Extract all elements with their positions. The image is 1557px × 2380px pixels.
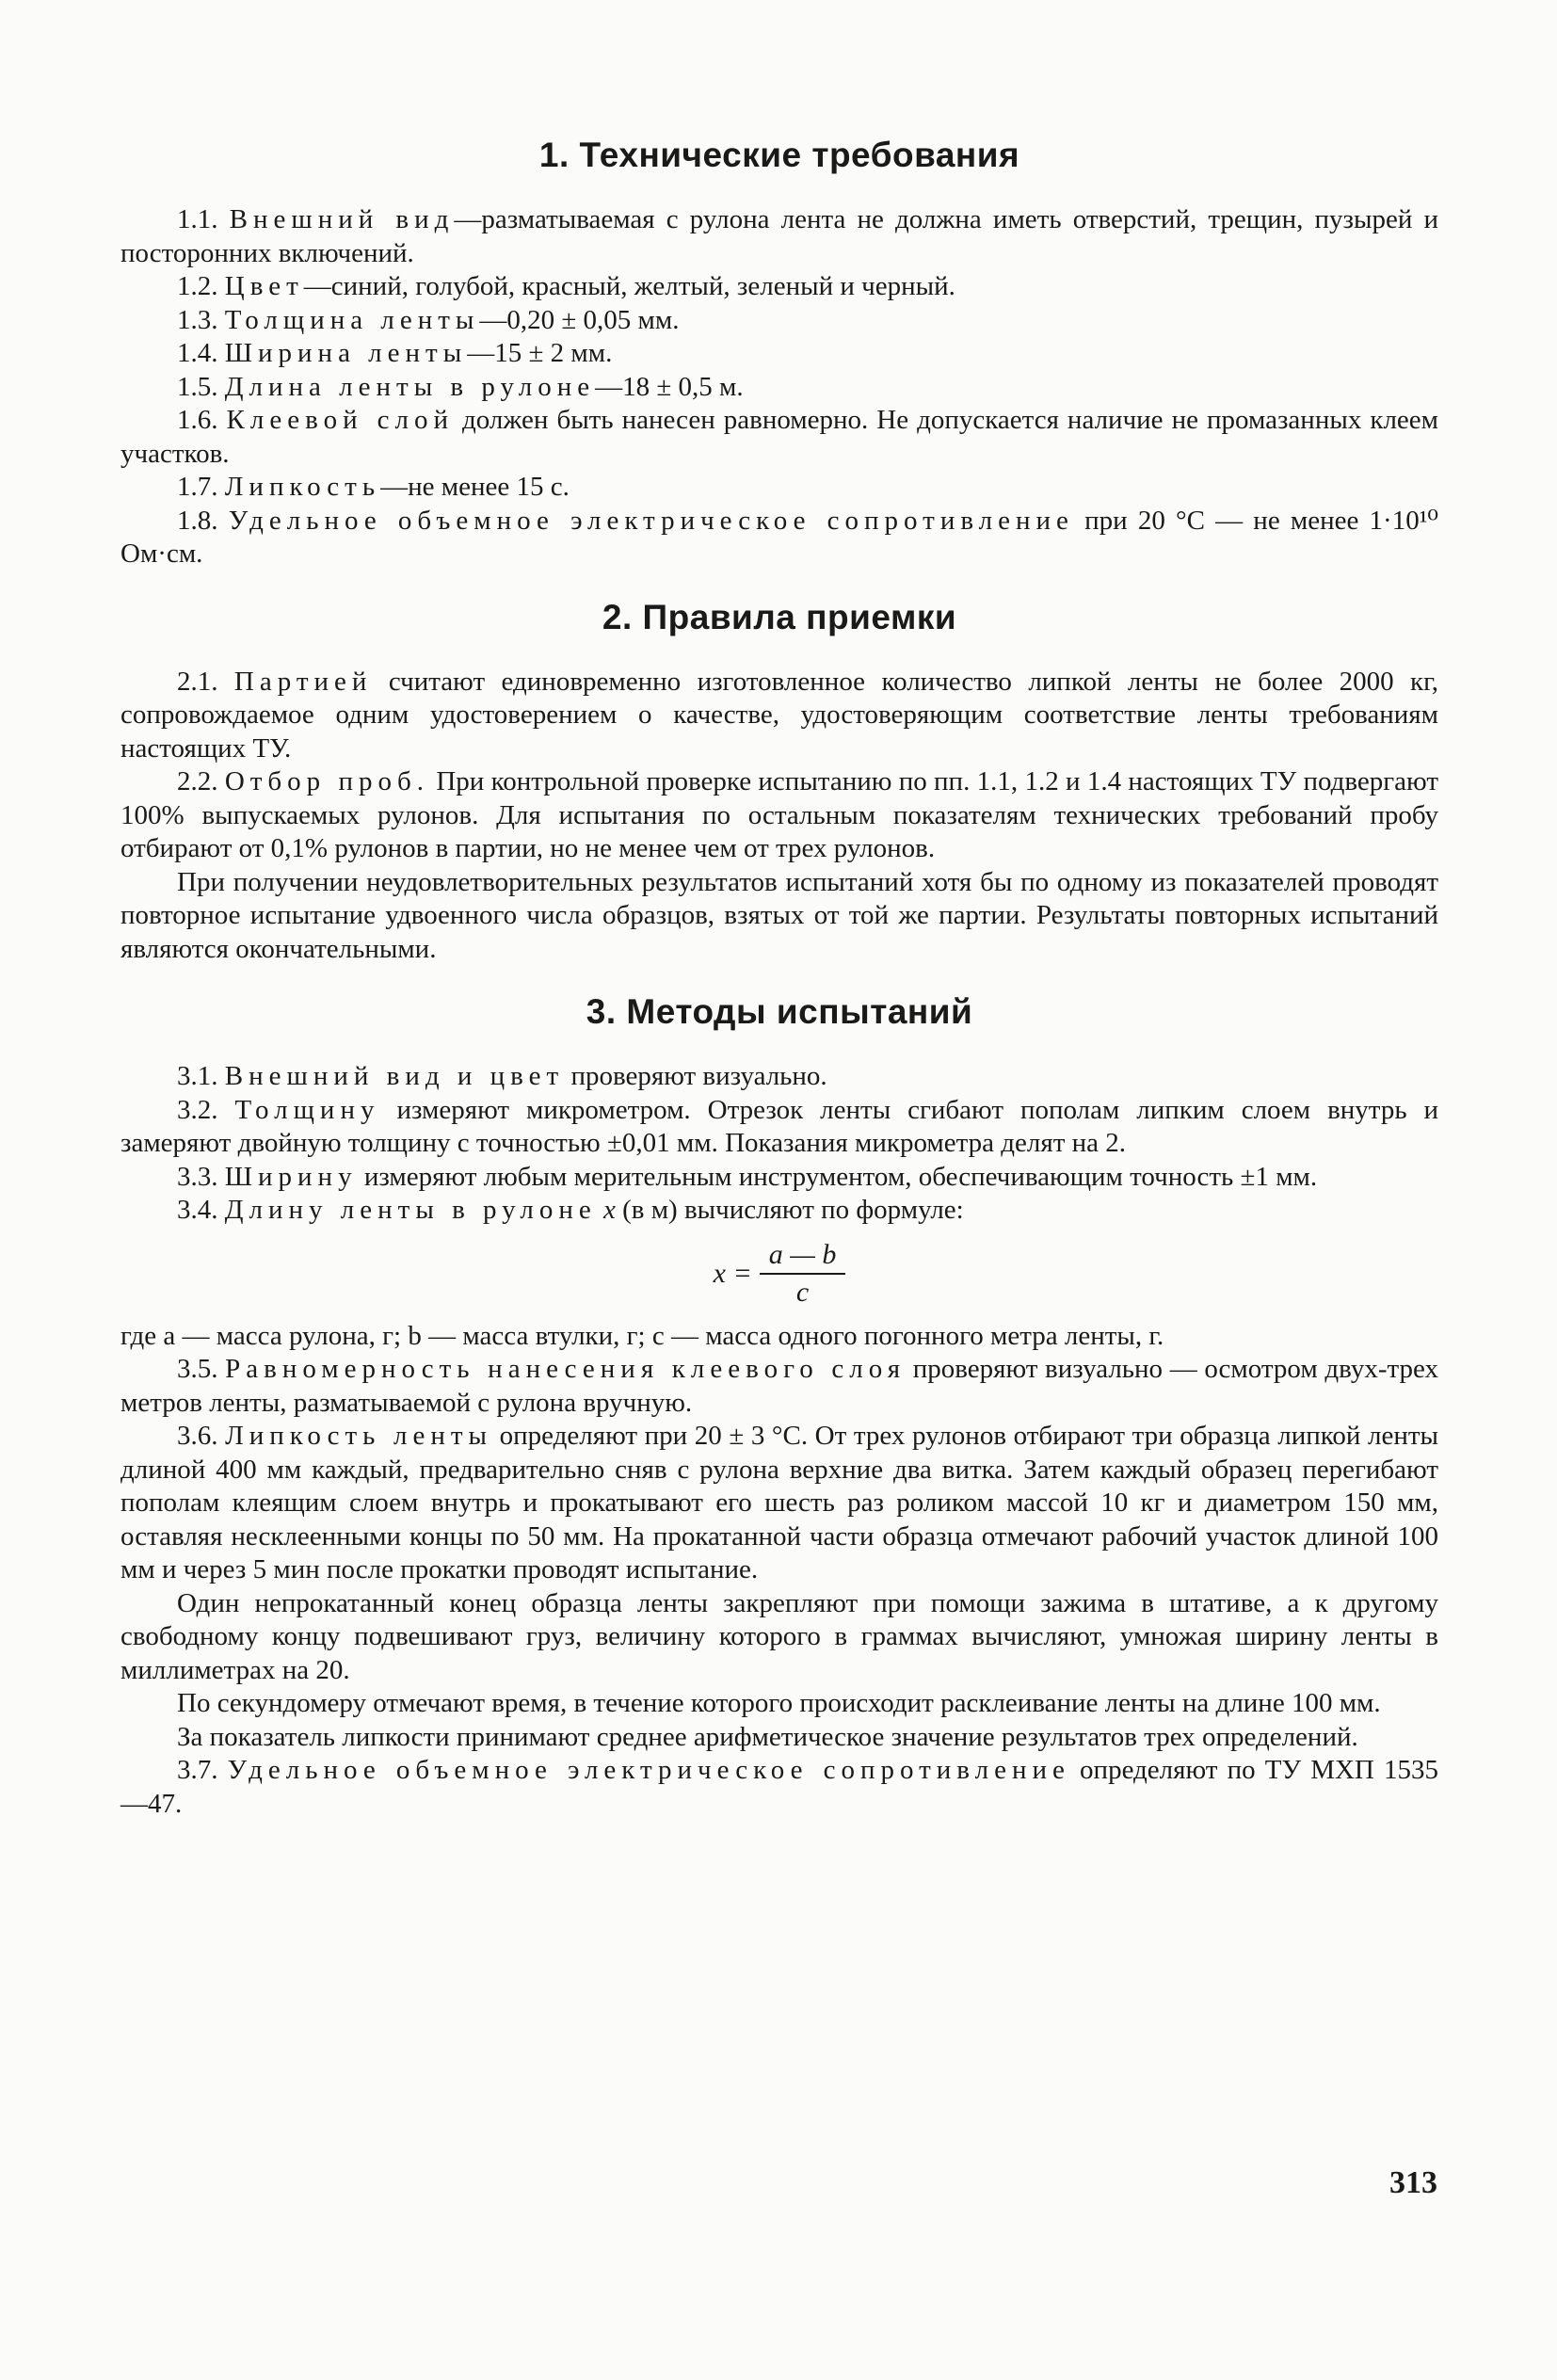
term: Толщину	[234, 1094, 380, 1125]
para-1-5: 1.5. Длина ленты в рулоне—18 ± 0,5 м.	[177, 371, 744, 402]
term: Ширину	[224, 1161, 358, 1192]
term: Длину ленты в рулоне	[224, 1195, 597, 1225]
para-2-2: 2.2. Отбор проб. При контрольной проверке испытанию по пп. 1.1, 1.2 и 1.4 настоящих ТУ подвергают 100% выпускаемых рулонов. Для испытания по остальным показателям технических требований пробу отбирают от 0,1% рулонов в партии, но не менее чем от трех рулонов.	[120, 766, 1439, 863]
para-3-1: 3.1. Внешний вид и цвет проверяют визуально.	[177, 1061, 827, 1091]
term: Цвет	[224, 271, 304, 301]
term: Удельное объемное электрическое сопротивление	[227, 1755, 1070, 1785]
para-1-6: 1.6. Клеевой слой должен быть нанесен равномерно. Не допускается наличие не промазанных клеем участков.	[120, 405, 1439, 469]
term: Партией	[233, 666, 373, 697]
para-1-1: 1.1. Внешний вид—разматываемая с рулона лента не должна иметь отверстий, трещин, пузырей и посторонних включений.	[120, 204, 1439, 268]
term: Липкость ленты	[225, 1421, 493, 1451]
page-number: 313	[1389, 2165, 1437, 2200]
para-3-6d: За показатель липкости принимают среднее арифметическое значение результатов трех определений.	[177, 1721, 1358, 1752]
term: Ширина ленты	[224, 338, 468, 368]
para-3-6b: Один непрокатанный конец образца ленты закрепляют при помощи зажима в штативе, а к другому свободному концу подвешивают груз, величину которого в граммах вычисляют, умножая ширину ленты в миллиметрах на 20.	[120, 1587, 1438, 1685]
term: Клеевой слой	[226, 405, 454, 435]
formula-numerator: a — b	[760, 1239, 846, 1275]
document-page	[120, 113, 1438, 1821]
formula-note: где a — масса рулона, г; b — масса втулки, г; c — масса одного погонного метра ленты, г.	[120, 1320, 1164, 1351]
para-3-4: 3.4. Длину ленты в рулоне x (в м) вычисляют по формуле:	[177, 1195, 964, 1225]
formula-lhs: x =	[713, 1257, 752, 1289]
para-2-3: При получении неудовлетворительных результатов испытаний хотя бы по одному из показателей проводят повторное испытание удвоенного числа образцов, взятых от той же партии. Результаты повторных испытаний являются окончательными.	[120, 866, 1438, 964]
section-3-title: 3. Методы испытаний	[586, 992, 973, 1031]
para-1-7: 1.7. Липкость—не менее 15 с.	[177, 472, 570, 502]
section-1-title: 1. Технические требования	[538, 136, 1020, 174]
para-1-2: 1.2. Цвет—синий, голубой, красный, желтый, зеленый и черный.	[177, 271, 955, 301]
para-3-6: 3.6. Липкость ленты определяют при 20 ± 3 °С. От трех рулонов отбирают три образца липкой ленты длиной 400 мм каждый, предварительно сняв с рулона верхние два витка. Затем каждый образец перегибают пополам клеящим слоем внутрь и прокатывают его шесть раз роликом массой 10 кг и диаметром 150 мм, оставляя несклеенными концы по 50 мм. На прокатанной части образца отмечают рабочий участок длиной 100 мм и через 5 мин после прокатки проводят испытание.	[120, 1421, 1439, 1584]
term: Удельное объемное электрическое сопротивление	[228, 505, 1074, 536]
para-3-6c: По секундомеру отмечают время, в течение которого происходит расклеивание ленты на длине 100 мм.	[177, 1688, 1381, 1718]
section-2-title: 2. Правила приемки	[602, 597, 957, 636]
term: Липкость	[224, 472, 381, 502]
formula-fraction	[760, 1239, 846, 1309]
para-1-3: 1.3. Толщина ленты—0,20 ± 0,05 мм.	[177, 304, 680, 335]
para-3-5: 3.5. Равномерность нанесения клеевого слоя проверяют визуально — осмотром двух-трех метров ленты, разматываемой с рулона вручную.	[120, 1354, 1438, 1418]
term: Отбор проб.	[224, 766, 430, 796]
term: Равномерность нанесения клеевого слоя	[225, 1354, 907, 1384]
term: Длина ленты в рулоне	[224, 371, 596, 402]
para-1-8: 1.8. Удельное объемное электрическое сопротивление при 20 °С — не менее 1·10¹⁰ Ом·см.	[120, 505, 1439, 569]
term: Толщина ленты	[224, 304, 480, 335]
para-2-1: 2.1. Партией считают единовременно изготовленное количество липкой ленты не более 2000 кг, сопровождаемое одним удостоверением о качестве, удостоверяющим соответствие ленты требованиям настоящих ТУ.	[120, 666, 1439, 764]
para-3-7: 3.7. Удельное объемное электрическое сопротивление определяют по ТУ МХП 1535—47.	[120, 1755, 1439, 1819]
para-1-4: 1.4. Ширина ленты—15 ± 2 мм.	[177, 338, 613, 368]
length-formula	[120, 1239, 1438, 1309]
term: Внешний вид	[229, 204, 455, 234]
para-3-3: 3.3. Ширину измеряют любым мерительным инструментом, обеспечивающим точность ±1 мм.	[177, 1161, 1318, 1192]
term: Внешний вид и цвет	[224, 1061, 565, 1091]
para-3-2: 3.2. Толщину измеряют микрометром. Отрезок ленты сгибают пополам липким слоем внутрь и замеряют двойную толщину с точностью ±0,01 мм. Показания микрометра делят на 2.	[120, 1094, 1439, 1158]
formula-denominator: c	[795, 1276, 810, 1308]
